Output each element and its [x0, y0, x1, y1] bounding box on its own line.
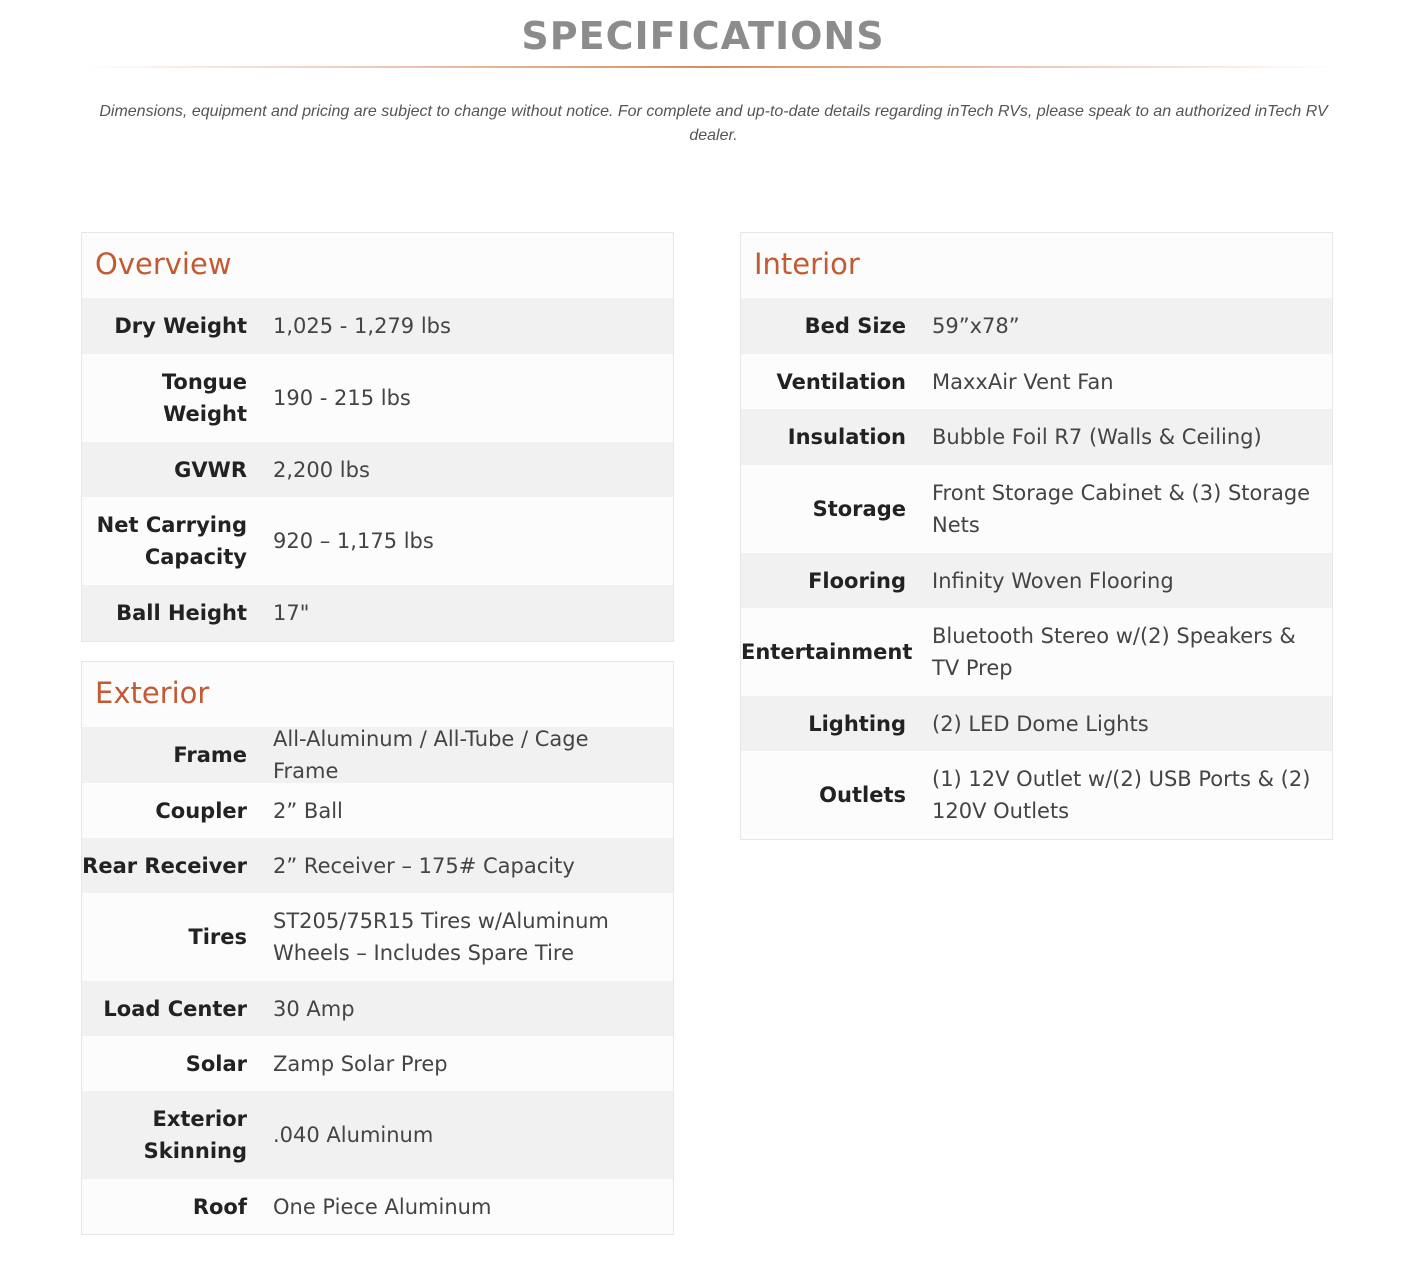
spec-value: 190 - 215 lbs: [273, 386, 411, 410]
spec-row: [82, 838, 673, 893]
spec-row: [741, 465, 1332, 553]
spec-value: Zamp Solar Prep: [273, 1051, 448, 1076]
spec-row: [82, 585, 673, 641]
spec-label: Flooring: [808, 568, 906, 593]
spec-row: [82, 727, 673, 783]
spec-row: [82, 1036, 673, 1091]
interior-spec-list: [741, 298, 1332, 839]
overview-title: Overview: [95, 247, 232, 281]
spec-value: (1) 12V Outlet w/(2) USB Ports & (2) 120V Outlets: [932, 767, 1311, 823]
spec-row: [82, 1091, 673, 1179]
spec-label: Tires: [188, 925, 247, 949]
spec-label: Ventilation: [776, 369, 906, 394]
exterior-title: Exterior: [95, 676, 210, 710]
spec-row: [82, 783, 673, 838]
spec-label: Frame: [173, 743, 247, 767]
spec-value: 920 – 1,175 lbs: [273, 529, 434, 553]
spec-value: Bluetooth Stereo w/(2) Speakers & TV Prep: [932, 624, 1296, 680]
spec-label: Solar: [185, 1051, 247, 1076]
spec-label: Storage: [812, 497, 906, 521]
spec-row: [741, 298, 1332, 354]
interior-card: [740, 232, 1333, 840]
spec-label: Bed Size: [804, 314, 906, 338]
page-title: SPECIFICATIONS: [521, 14, 885, 58]
spec-value: 17": [273, 601, 310, 625]
spec-value: 2” Ball: [273, 798, 343, 823]
spec-row: [82, 354, 673, 442]
spec-row: [741, 608, 1332, 696]
exterior-card: [81, 661, 674, 1235]
spec-row: [741, 409, 1332, 465]
spec-value: One Piece Aluminum: [273, 1194, 492, 1219]
spec-label: Net Carrying Capacity: [96, 513, 247, 569]
spec-value: 2” Receiver – 175# Capacity: [273, 853, 575, 878]
disclaimer-text: Dimensions, equipment and pricing are subject to change without notice. For complete and up-to-date details regarding inTech RVs, please speak to an authorized inTech RV dealer.: [99, 103, 1328, 144]
exterior-header: [82, 662, 673, 727]
spec-label: Tongue Weight: [161, 370, 247, 426]
spec-label: Outlets: [819, 783, 906, 807]
spec-row: [82, 1179, 673, 1234]
spec-value: 59”x78”: [932, 314, 1020, 338]
exterior-spec-list: [82, 727, 673, 1234]
spec-row: [82, 497, 673, 585]
spec-label: Lighting: [808, 711, 906, 736]
overview-card: [81, 232, 674, 642]
spec-row: [82, 442, 673, 497]
spec-label: GVWR: [174, 457, 247, 482]
spec-value: ST205/75R15 Tires w/Aluminum Wheels – Includes Spare Tire: [273, 909, 609, 965]
spec-row: [82, 981, 673, 1036]
spec-value: .040 Aluminum: [273, 1123, 434, 1147]
spec-label: Exterior Skinning: [143, 1107, 247, 1163]
spec-row: [741, 553, 1332, 608]
spec-value: Front Storage Cabinet & (3) Storage Nets: [932, 481, 1311, 537]
spec-value: Bubble Foil R7 (Walls & Ceiling): [932, 425, 1262, 449]
overview-header: [82, 233, 673, 298]
spec-label: Roof: [192, 1194, 247, 1219]
spec-row: [82, 893, 673, 981]
interior-header: [741, 233, 1332, 298]
spec-value: Infinity Woven Flooring: [932, 568, 1174, 593]
spec-row: [741, 751, 1332, 839]
spec-value: All-Aluminum / All-Tube / Cage Frame: [273, 727, 589, 783]
spec-value: (2) LED Dome Lights: [932, 711, 1149, 736]
spec-label: Insulation: [787, 425, 906, 449]
spec-row: [741, 696, 1332, 751]
overview-spec-list: [82, 298, 673, 641]
title-divider: [81, 66, 1335, 68]
spec-row: [741, 354, 1332, 409]
spec-value: MaxxAir Vent Fan: [932, 369, 1114, 394]
spec-value: 30 Amp: [273, 996, 355, 1021]
spec-label: Ball Height: [116, 601, 247, 625]
spec-label: Entertainment: [741, 640, 913, 664]
spec-label: Dry Weight: [114, 314, 247, 338]
interior-title: Interior: [754, 247, 860, 281]
spec-label: Coupler: [155, 798, 247, 823]
spec-row: [82, 298, 673, 354]
spec-value: 1,025 - 1,279 lbs: [273, 314, 451, 338]
spec-value: 2,200 lbs: [273, 457, 370, 482]
spec-label: Load Center: [103, 996, 247, 1021]
spec-label: Rear Receiver: [82, 853, 247, 878]
